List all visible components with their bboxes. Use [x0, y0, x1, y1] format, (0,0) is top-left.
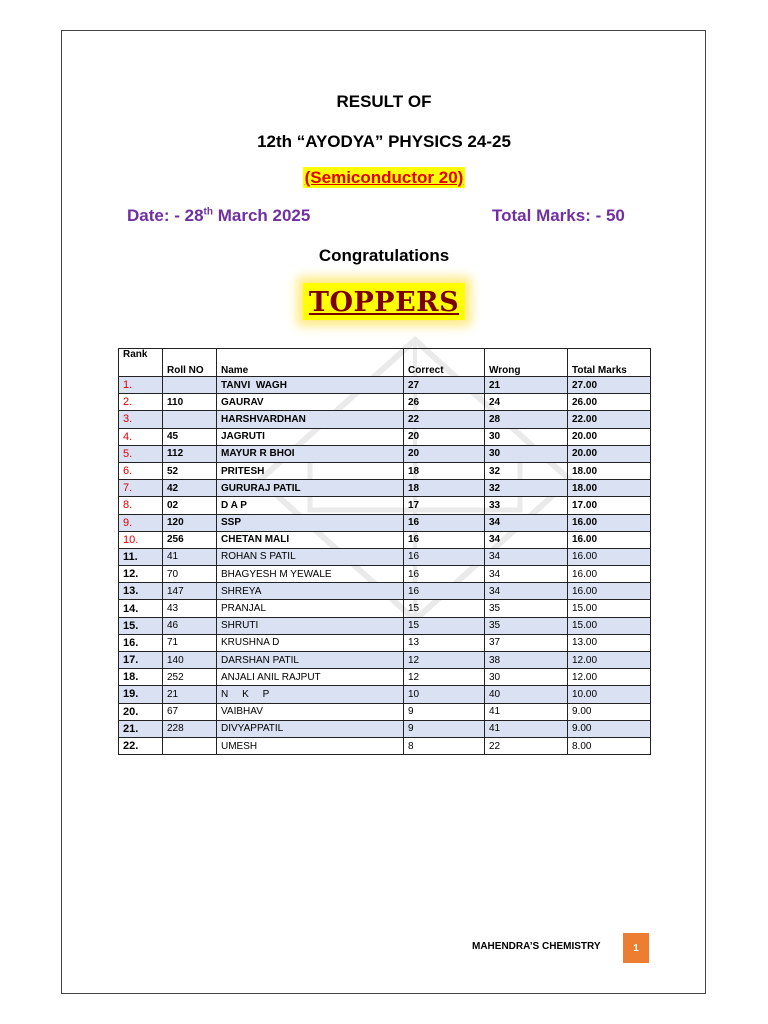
cell-roll: 45 — [163, 428, 217, 445]
cell-rank: 15. — [119, 617, 163, 634]
cell-rank: 13. — [119, 583, 163, 600]
cell-wrong: 37 — [485, 634, 568, 651]
cell-correct: 16 — [404, 583, 485, 600]
cell-correct: 10 — [404, 686, 485, 703]
cell-name: MAYUR R BHOI — [217, 445, 404, 462]
cell-correct: 15 — [404, 617, 485, 634]
cell-name: UMESH — [217, 737, 404, 754]
cell-name: GAURAV — [217, 394, 404, 411]
cell-name: CHETAN MALI — [217, 531, 404, 548]
table-row — [119, 548, 651, 565]
table-row — [119, 669, 651, 686]
cell-wrong: 28 — [485, 411, 568, 428]
table-row — [119, 720, 651, 737]
cell-correct: 17 — [404, 497, 485, 514]
cell-total: 15.00 — [568, 617, 651, 634]
cell-name: SSP — [217, 514, 404, 531]
cell-roll: 71 — [163, 634, 217, 651]
cell-name: HARSHVARDHAN — [217, 411, 404, 428]
cell-rank: 21. — [119, 720, 163, 737]
cell-correct: 26 — [404, 394, 485, 411]
cell-correct: 16 — [404, 566, 485, 583]
congratulations-text: Congratulations — [318, 246, 450, 265]
cell-wrong: 32 — [485, 462, 568, 479]
cell-correct: 20 — [404, 428, 485, 445]
cell-total: 16.00 — [568, 548, 651, 565]
table-row — [119, 686, 651, 703]
table-row — [119, 737, 651, 754]
cell-correct: 18 — [404, 462, 485, 479]
cell-total: 20.00 — [568, 445, 651, 462]
cell-total: 22.00 — [568, 411, 651, 428]
cell-correct: 9 — [404, 720, 485, 737]
date-suffix: March 2025 — [212, 206, 311, 225]
cell-wrong: 35 — [485, 600, 568, 617]
cell-wrong: 34 — [485, 531, 568, 548]
cell-rank: 2. — [119, 394, 163, 411]
cell-name: ROHAN S PATIL — [217, 548, 404, 565]
cell-rank: 10. — [119, 531, 163, 548]
cell-roll: 140 — [163, 652, 217, 669]
exam-date — [127, 206, 310, 226]
col-header-wrong: Wrong — [485, 349, 568, 377]
cell-roll: 120 — [163, 514, 217, 531]
col-header-roll: Roll NO — [163, 349, 217, 377]
cell-rank: 14. — [119, 600, 163, 617]
results-table — [118, 348, 651, 755]
table-row — [119, 566, 651, 583]
cell-correct: 16 — [404, 548, 485, 565]
cell-correct: 16 — [404, 531, 485, 548]
cell-roll: 52 — [163, 462, 217, 479]
table-row — [119, 583, 651, 600]
cell-total: 18.00 — [568, 462, 651, 479]
cell-roll: 42 — [163, 480, 217, 497]
table-row — [119, 394, 651, 411]
col-header-name: Name — [217, 349, 404, 377]
cell-roll: 02 — [163, 497, 217, 514]
cell-total: 12.00 — [568, 652, 651, 669]
cell-correct: 22 — [404, 411, 485, 428]
cell-name: DIVYAPPATIL — [217, 720, 404, 737]
cell-total: 20.00 — [568, 428, 651, 445]
footer-text: MAHENDRA’S CHEMISTRY — [472, 941, 601, 952]
cell-rank: 18. — [119, 669, 163, 686]
cell-total: 16.00 — [568, 583, 651, 600]
cell-wrong: 34 — [485, 566, 568, 583]
cell-correct: 9 — [404, 703, 485, 720]
cell-name: N K P — [217, 686, 404, 703]
page-number: 1 — [623, 933, 649, 963]
cell-roll — [163, 377, 217, 394]
cell-correct: 12 — [404, 652, 485, 669]
topic-subtitle-text: (Semiconductor 20) — [304, 168, 464, 187]
cell-wrong: 38 — [485, 652, 568, 669]
cell-rank: 19. — [119, 686, 163, 703]
date-sup: th — [203, 206, 213, 218]
cell-total: 9.00 — [568, 703, 651, 720]
cell-correct: 8 — [404, 737, 485, 754]
cell-wrong: 35 — [485, 617, 568, 634]
cell-rank: 11. — [119, 548, 163, 565]
cell-total: 16.00 — [568, 531, 651, 548]
cell-total: 9.00 — [568, 720, 651, 737]
cell-roll: 256 — [163, 531, 217, 548]
cell-roll: 67 — [163, 703, 217, 720]
cell-roll: 43 — [163, 600, 217, 617]
table-row — [119, 445, 651, 462]
total-marks: Total Marks: - 50 — [492, 206, 625, 225]
cell-rank: 6. — [119, 462, 163, 479]
cell-correct: 12 — [404, 669, 485, 686]
cell-total: 26.00 — [568, 394, 651, 411]
cell-total: 15.00 — [568, 600, 651, 617]
table-header-row — [119, 349, 651, 377]
cell-roll: 147 — [163, 583, 217, 600]
table-row — [119, 600, 651, 617]
cell-rank: 12. — [119, 566, 163, 583]
cell-wrong: 22 — [485, 737, 568, 754]
cell-total: 16.00 — [568, 514, 651, 531]
cell-name: PRANJAL — [217, 600, 404, 617]
toppers-text: TOPPERS — [303, 283, 465, 320]
cell-roll: 110 — [163, 394, 217, 411]
cell-wrong: 34 — [485, 548, 568, 565]
cell-name: SHRUTI — [217, 617, 404, 634]
results-body — [119, 377, 651, 755]
cell-rank: 4. — [119, 428, 163, 445]
result-heading: RESULT OF — [336, 92, 432, 111]
cell-wrong: 21 — [485, 377, 568, 394]
cell-name: ANJALI ANIL RAJPUT — [217, 669, 404, 686]
table-row — [119, 514, 651, 531]
col-header-total: Total Marks — [568, 349, 651, 377]
cell-total: 10.00 — [568, 686, 651, 703]
cell-name: BHAGYESH M YEWALE — [217, 566, 404, 583]
cell-roll: 41 — [163, 548, 217, 565]
col-header-rank: Rank — [119, 349, 163, 377]
cell-correct: 13 — [404, 634, 485, 651]
cell-name: PRITESH — [217, 462, 404, 479]
cell-rank: 7. — [119, 480, 163, 497]
cell-rank: 3. — [119, 411, 163, 428]
cell-name: D A P — [217, 497, 404, 514]
cell-rank: 16. — [119, 634, 163, 651]
cell-name: JAGRUTI — [217, 428, 404, 445]
cell-name: VAIBHAV — [217, 703, 404, 720]
cell-rank: 20. — [119, 703, 163, 720]
cell-name: SHREYA — [217, 583, 404, 600]
cell-name: DARSHAN PATIL — [217, 652, 404, 669]
cell-rank: 9. — [119, 514, 163, 531]
col-header-correct: Correct — [404, 349, 485, 377]
cell-wrong: 30 — [485, 669, 568, 686]
cell-roll: 112 — [163, 445, 217, 462]
cell-wrong: 40 — [485, 686, 568, 703]
table-row — [119, 703, 651, 720]
table-row — [119, 531, 651, 548]
cell-rank: 8. — [119, 497, 163, 514]
toppers-banner — [0, 283, 768, 320]
cell-wrong: 34 — [485, 514, 568, 531]
cell-correct: 15 — [404, 600, 485, 617]
cell-wrong: 32 — [485, 480, 568, 497]
cell-total: 18.00 — [568, 480, 651, 497]
exam-title: 12th “AYODYA” PHYSICS 24-25 — [257, 132, 511, 151]
topic-subtitle — [0, 168, 768, 188]
table-row — [119, 480, 651, 497]
cell-total: 27.00 — [568, 377, 651, 394]
table-row — [119, 428, 651, 445]
cell-wrong: 41 — [485, 720, 568, 737]
cell-roll: 70 — [163, 566, 217, 583]
cell-total: 12.00 — [568, 669, 651, 686]
cell-correct: 20 — [404, 445, 485, 462]
cell-name: KRUSHNA D — [217, 634, 404, 651]
cell-total: 16.00 — [568, 566, 651, 583]
cell-wrong: 30 — [485, 428, 568, 445]
table-row — [119, 652, 651, 669]
cell-correct: 16 — [404, 514, 485, 531]
date-prefix: Date: - 28 — [127, 206, 204, 225]
cell-wrong: 30 — [485, 445, 568, 462]
cell-total: 13.00 — [568, 634, 651, 651]
cell-rank: 1. — [119, 377, 163, 394]
cell-roll: 46 — [163, 617, 217, 634]
cell-name: GURURAJ PATIL — [217, 480, 404, 497]
cell-rank: 22. — [119, 737, 163, 754]
cell-rank: 5. — [119, 445, 163, 462]
cell-total: 8.00 — [568, 737, 651, 754]
cell-rank: 17. — [119, 652, 163, 669]
cell-wrong: 34 — [485, 583, 568, 600]
table-row — [119, 497, 651, 514]
table-row — [119, 377, 651, 394]
table-row — [119, 634, 651, 651]
cell-wrong: 41 — [485, 703, 568, 720]
cell-roll: 252 — [163, 669, 217, 686]
cell-roll: 228 — [163, 720, 217, 737]
cell-roll: 21 — [163, 686, 217, 703]
cell-wrong: 24 — [485, 394, 568, 411]
cell-total: 17.00 — [568, 497, 651, 514]
table-row — [119, 411, 651, 428]
cell-name: TANVI WAGH — [217, 377, 404, 394]
cell-wrong: 33 — [485, 497, 568, 514]
cell-roll — [163, 411, 217, 428]
table-row — [119, 462, 651, 479]
cell-roll — [163, 737, 217, 754]
cell-correct: 18 — [404, 480, 485, 497]
table-row — [119, 617, 651, 634]
cell-correct: 27 — [404, 377, 485, 394]
